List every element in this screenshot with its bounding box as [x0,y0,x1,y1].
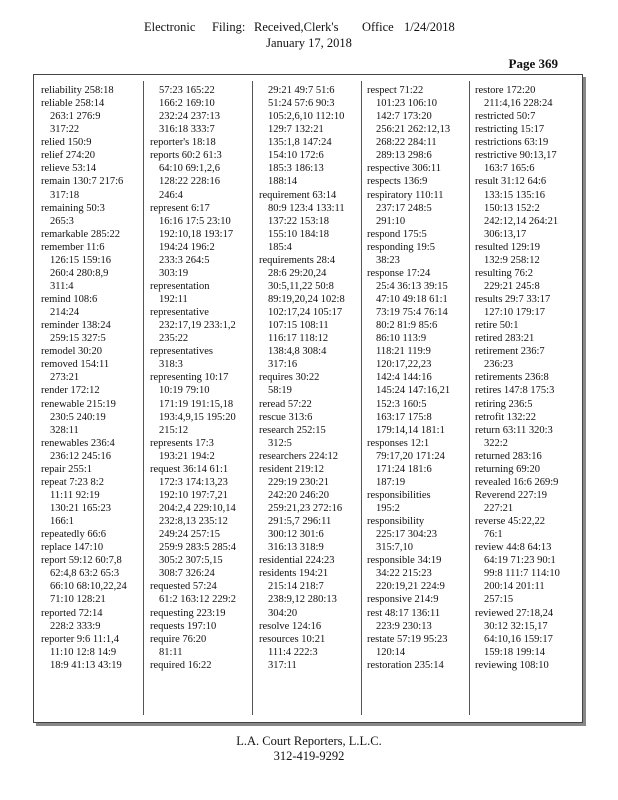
index-continuation: 133:15 135:16 [484,189,545,201]
header-office: Office [362,20,394,34]
index-entry: represent 6:17 [150,202,210,214]
index-continuation: 102:17,24 105:17 [268,307,343,319]
index-entry: removed 154:11 [41,359,110,371]
column-divider [361,81,362,715]
index-continuation: 322:2 [484,437,508,449]
index-entry: retired 283:21 [475,333,535,345]
index-continuation: 11:11 92:19 [50,489,100,501]
index-entry: relief 274:20 [41,150,95,162]
index-continuation: 61:2 163:12 229:2 [159,594,237,606]
index-entry: resident 219:12 [259,463,325,475]
index-continuation: 137:22 153:18 [268,215,329,227]
index-entry: relied 150:9 [41,137,92,149]
header-filing: Filing: [212,20,246,34]
index-continuation: 163:7 165:6 [484,163,535,175]
index-continuation: 225:17 304:23 [376,529,437,541]
index-entry: restricting 15:17 [475,124,545,136]
index-entry: repeat 7:23 8:2 [41,476,104,488]
index-continuation: 194:24 196:2 [159,241,215,253]
index-entry: representing 10:17 [150,372,229,384]
index-entry: repair 255:1 [41,463,93,475]
index-continuation: 242:12,14 264:21 [484,215,559,227]
index-continuation: 80:9 123:4 133:11 [268,202,345,214]
index-continuation: 232:8,13 235:12 [159,516,228,528]
index-entry: replace 147:10 [41,542,104,554]
index-continuation: 99:8 111:7 114:10 [484,568,560,580]
index-entry: remind 108:6 [41,294,98,305]
index-continuation: 315:7,10 [376,542,414,554]
index-entry: reread 57:22 [259,398,312,410]
index-continuation: 260:4 280:8,9 [50,267,109,279]
index-continuation: 318:3 [159,359,183,371]
column-divider [143,81,144,715]
index-entry: rescue 313:6 [259,411,313,423]
index-continuation: 232:24 237:13 [159,111,220,123]
index-entry: responsibility [367,516,425,528]
index-entry: returning 69:20 [475,463,541,475]
index-continuation: 80:2 81:9 85:6 [376,320,438,332]
index-continuation: 229:21 245:8 [484,280,540,292]
index-entry: respiratory 110:11 [367,189,444,201]
index-continuation: 64:10,16 159:17 [484,633,553,645]
index-continuation: 188:14 [268,176,298,188]
index-continuation: 25:4 36:13 39:15 [376,280,448,292]
index-entry: research 252:15 [259,424,326,436]
index-entry: restrictions 63:19 [475,137,549,149]
index-continuation: 316:18 333:7 [159,124,215,136]
index-continuation: 166:1 [50,516,74,528]
index-continuation: 145:24 147:16,21 [376,385,451,397]
index-continuation: 223:9 230:13 [376,620,432,632]
index-entry: resulting 76:2 [475,267,534,279]
column-divider [252,81,253,715]
index-continuation: 220:19,21 224:9 [376,581,445,593]
index-entry: reminder 138:24 [41,320,111,332]
index-entry: repeatedly 66:6 [41,529,107,541]
index-continuation: 256:21 262:12,13 [376,124,451,136]
index-entry: requires 30:22 [259,372,320,384]
index-entry: representation [150,280,210,292]
index-continuation: 291:10 [376,215,406,227]
index-entry: reporter's 18:18 [150,137,216,149]
index-entry: requirement 63:14 [259,189,337,201]
index-entry: respective 306:11 [367,163,441,175]
index-continuation: 51:24 57:6 90:3 [268,98,335,110]
index-continuation: 193:4,9,15 195:20 [159,411,236,423]
index-continuation: 246:4 [159,189,183,201]
index-continuation: 138:4,8 308:4 [268,346,327,358]
index-continuation: 73:19 75:4 76:14 [376,307,448,319]
index-entry: review 44:8 64:13 [475,542,552,554]
index-continuation: 312:5 [268,437,292,449]
index-continuation: 132:9 258:12 [484,254,540,266]
index-continuation: 236:12 245:16 [50,450,111,462]
index-continuation: 317:11 [268,659,297,671]
index-continuation: 89:19,20,24 102:8 [268,294,345,305]
index-entry: return 63:11 320:3 [475,424,553,436]
index-entry: retrofit 132:22 [475,411,536,423]
index-continuation: 64:19 71:23 90:1 [484,555,556,567]
index-continuation: 62:4,8 63:2 65:3 [50,568,120,580]
index-continuation: 30:5,11,22 50:8 [268,280,334,292]
index-continuation: 232:17,19 233:1,2 [159,320,236,332]
index-continuation: 111:4 222:3 [268,646,318,658]
index-continuation: 230:5 240:19 [50,411,106,423]
index-continuation: 263:1 276:9 [50,111,101,123]
index-continuation: 81:11 [159,646,183,658]
footer-company: L.A. Court Reporters, L.L.C. [236,734,382,748]
index-entry: reviewed 27:18,24 [475,607,554,619]
index-continuation: 233:3 264:5 [159,254,210,266]
index-continuation: 259:9 283:5 285:4 [159,542,237,554]
index-continuation: 179:14,14 181:1 [376,424,445,436]
index-continuation: 16:16 17:5 23:10 [159,215,231,227]
index-continuation: 237:17 248:5 [376,202,432,214]
index-entry: researchers 224:12 [259,450,339,462]
index-frame [33,74,583,723]
index-continuation: 305:2 307:5,15 [159,555,223,567]
index-entry: restrictive 90:13,17 [475,150,557,162]
index-continuation: 105:2,6,10 112:10 [268,111,345,123]
index-continuation: 236:23 [484,359,514,371]
index-continuation: 64:10 69:1,2,6 [159,163,220,175]
index-entry: revealed 16:6 269:9 [475,476,559,488]
index-continuation: 127:10 179:17 [484,307,545,319]
index-entry: reports 60:2 61:3 [150,150,222,162]
index-entry: reviewing 108:10 [475,659,549,671]
index-continuation: 311:4 [50,280,74,292]
header-received: Received,Clerk's [254,20,339,34]
index-continuation: 155:10 184:18 [268,228,329,240]
index-continuation: 204:2,4 229:10,14 [159,503,236,514]
index-entry: restate 57:19 95:23 [367,633,448,645]
index-continuation: 129:7 132:21 [268,124,324,136]
index-entry: restoration 235:14 [367,659,444,671]
header-electronic: Electronic [144,20,196,34]
index-column-5 [475,84,575,712]
index-continuation: 317:22 [50,124,80,136]
index-entry: requesting 223:19 [150,607,226,619]
index-continuation: 187:19 [376,476,406,488]
index-column-3 [259,84,359,712]
index-entry: respects 136:9 [367,176,428,188]
index-continuation: 300:12 301:6 [268,529,324,541]
index-continuation: 142:4 144:16 [376,372,432,384]
index-entry: remodel 30:20 [41,346,102,358]
index-continuation: 215:12 [159,424,189,436]
index-entry: reported 72:14 [41,607,103,619]
index-continuation: 257:15 [484,594,514,606]
index-entry: required 16:22 [150,659,212,671]
index-continuation: 126:15 159:16 [50,254,111,266]
index-continuation: 120:14 [376,646,406,658]
index-continuation: 101:23 106:10 [376,98,437,110]
index-entry: renewable 215:19 [41,398,116,410]
index-entry: report 59:12 60:7,8 [41,555,122,567]
index-continuation: 172:3 174:13,23 [159,476,228,488]
index-continuation: 166:2 169:10 [159,98,215,110]
index-entry: retires 147:8 175:3 [475,385,555,397]
footer [0,734,618,764]
index-continuation: 57:23 165:22 [159,85,215,96]
index-continuation: 317:18 [50,189,80,201]
index-entry: result 31:12 64:6 [475,176,547,188]
index-entry: renewables 236:4 [41,437,115,449]
index-continuation: 29:21 49:7 51:6 [268,85,335,96]
index-continuation: 192:10 197:7,21 [159,489,228,501]
index-entry: resulted 129:19 [475,241,541,253]
index-entry: residential 224:23 [259,555,335,567]
index-continuation: 273:21 [50,372,80,384]
index-column-1 [41,84,141,712]
index-continuation: 195:2 [376,503,400,514]
index-continuation: 238:9,12 280:13 [268,594,337,606]
index-continuation: 118:21 119:9 [376,346,431,358]
index-continuation: 227:21 [484,503,514,514]
index-entry: reliable 258:14 [41,98,105,110]
index-entry: requirements 28:4 [259,254,336,266]
index-continuation: 11:10 12:8 14:9 [50,646,117,658]
footer-phone: 312-419-9292 [273,749,345,763]
index-continuation: 192:10,18 193:17 [159,228,234,240]
index-continuation: 116:17 118:12 [268,333,329,345]
index-entry: remain 130:7 217:6 [41,176,124,188]
index-continuation: 200:14 201:11 [484,581,545,593]
index-continuation: 86:10 113:9 [376,333,427,345]
transcript-date: January 17, 2018 [266,36,352,50]
index-continuation: 211:4,16 228:24 [484,98,553,110]
index-entry: representative [150,307,209,319]
index-continuation: 171:19 191:15,18 [159,398,234,410]
index-continuation: 71:10 128:21 [50,594,106,606]
index-continuation: 304:20 [268,607,298,619]
index-entry: responding 19:5 [367,241,435,253]
column-divider [469,81,470,715]
page-number: Page 369 [508,56,558,71]
index-continuation: 328:11 [50,424,79,436]
index-entry: results 29:7 33:17 [475,294,551,305]
index-continuation: 142:7 173:20 [376,111,432,123]
index-entry: represents 17:3 [150,437,214,449]
index-continuation: 265:3 [50,215,74,227]
index-continuation: 38:23 [376,254,400,266]
index-continuation: 308:7 326:24 [159,568,215,580]
index-continuation: 317:16 [268,359,298,371]
index-continuation: 76:1 [484,529,503,541]
index-continuation: 185:4 [268,241,292,253]
index-entry: resources 10:21 [259,633,326,645]
index-entry: rest 48:17 136:11 [367,607,441,619]
index-continuation: 120:17,22,23 [376,359,432,371]
index-entry: retirement 236:7 [475,346,545,358]
index-entry: requested 57:24 [150,581,217,593]
index-continuation: 152:3 160:5 [376,398,427,410]
index-continuation: 66:10 68:10,22,24 [50,581,127,593]
index-entry: returned 283:16 [475,450,542,462]
index-continuation: 268:22 284:11 [376,137,437,149]
index-entry: retirements 236:8 [475,372,549,384]
index-continuation: 159:18 199:14 [484,646,545,658]
index-entry: respond 175:5 [367,228,427,240]
index-entry: restore 172:20 [475,85,536,96]
index-entry: responses 12:1 [367,437,430,449]
index-entry: require 76:20 [150,633,207,645]
index-continuation: 228:2 333:9 [50,620,101,632]
index-continuation: 150:13 152:2 [484,202,540,214]
index-continuation: 79:17,20 171:24 [376,450,445,462]
index-entry: residents 194:21 [259,568,329,580]
index-continuation: 259:15 327:5 [50,333,106,345]
index-column-4 [367,84,467,712]
index-entry: reporter 9:6 11:1,4 [41,633,120,645]
index-continuation: 34:22 215:23 [376,568,432,580]
index-entry: resolve 124:16 [259,620,322,632]
index-entry: retiring 236:5 [475,398,533,410]
index-entry: relieve 53:14 [41,163,97,175]
index-continuation: 18:9 41:13 43:19 [50,659,122,671]
index-continuation: 259:21,23 272:16 [268,503,343,514]
index-entry: requests 197:10 [150,620,217,632]
index-continuation: 128:22 228:16 [159,176,220,188]
index-continuation: 193:21 194:2 [159,450,215,462]
index-entry: responsive 214:9 [367,594,439,606]
index-entry: request 36:14 61:1 [150,463,229,475]
index-entry: remarkable 285:22 [41,228,121,240]
index-continuation: 107:15 108:11 [268,320,329,332]
index-continuation: 215:14 218:7 [268,581,324,593]
index-entry: Reverend 227:19 [475,489,548,501]
index-entry: responsible 34:19 [367,555,442,567]
index-continuation: 249:24 257:15 [159,529,220,541]
index-continuation: 163:17 175:8 [376,411,432,423]
index-continuation: 58:19 [268,385,292,397]
index-entry: representatives [150,346,213,358]
index-continuation: 289:13 298:6 [376,150,432,162]
index-continuation: 214:24 [50,307,80,319]
index-continuation: 229:19 230:21 [268,476,329,488]
index-entry: respect 71:22 [367,85,424,96]
index-continuation: 171:24 181:6 [376,463,432,475]
index-entry: reverse 45:22,22 [475,516,545,528]
index-column-2 [150,84,250,712]
index-continuation: 291:5,7 296:11 [268,516,332,528]
index-entry: remember 11:6 [41,241,105,253]
index-entry: responsibilities [367,489,431,501]
index-entry: reliability 258:18 [41,85,114,96]
index-continuation: 28:6 29:20,24 [268,267,327,279]
index-continuation: 242:20 246:20 [268,489,329,501]
index-entry: render 172:12 [41,385,100,397]
index-continuation: 306:13,17 [484,228,527,240]
index-continuation: 235:22 [159,333,189,345]
index-continuation: 10:19 79:10 [159,385,210,397]
index-continuation: 30:12 32:15,17 [484,620,548,632]
index-continuation: 316:13 318:9 [268,542,324,554]
index-continuation: 303:19 [159,267,189,279]
index-continuation: 192:11 [159,294,188,305]
index-continuation: 185:3 186:13 [268,163,324,175]
index-entry: retire 50:1 [475,320,519,332]
index-entry: restricted 50:7 [475,111,536,123]
index-entry: remaining 50:3 [41,202,105,214]
index-continuation: 47:10 49:18 61:1 [376,294,448,305]
index-continuation: 135:1,8 147:24 [268,137,332,149]
index-continuation: 154:10 172:6 [268,150,324,162]
index-entry: response 17:24 [367,267,431,279]
index-continuation: 130:21 165:23 [50,503,111,514]
header-filed-date: 1/24/2018 [404,20,455,34]
